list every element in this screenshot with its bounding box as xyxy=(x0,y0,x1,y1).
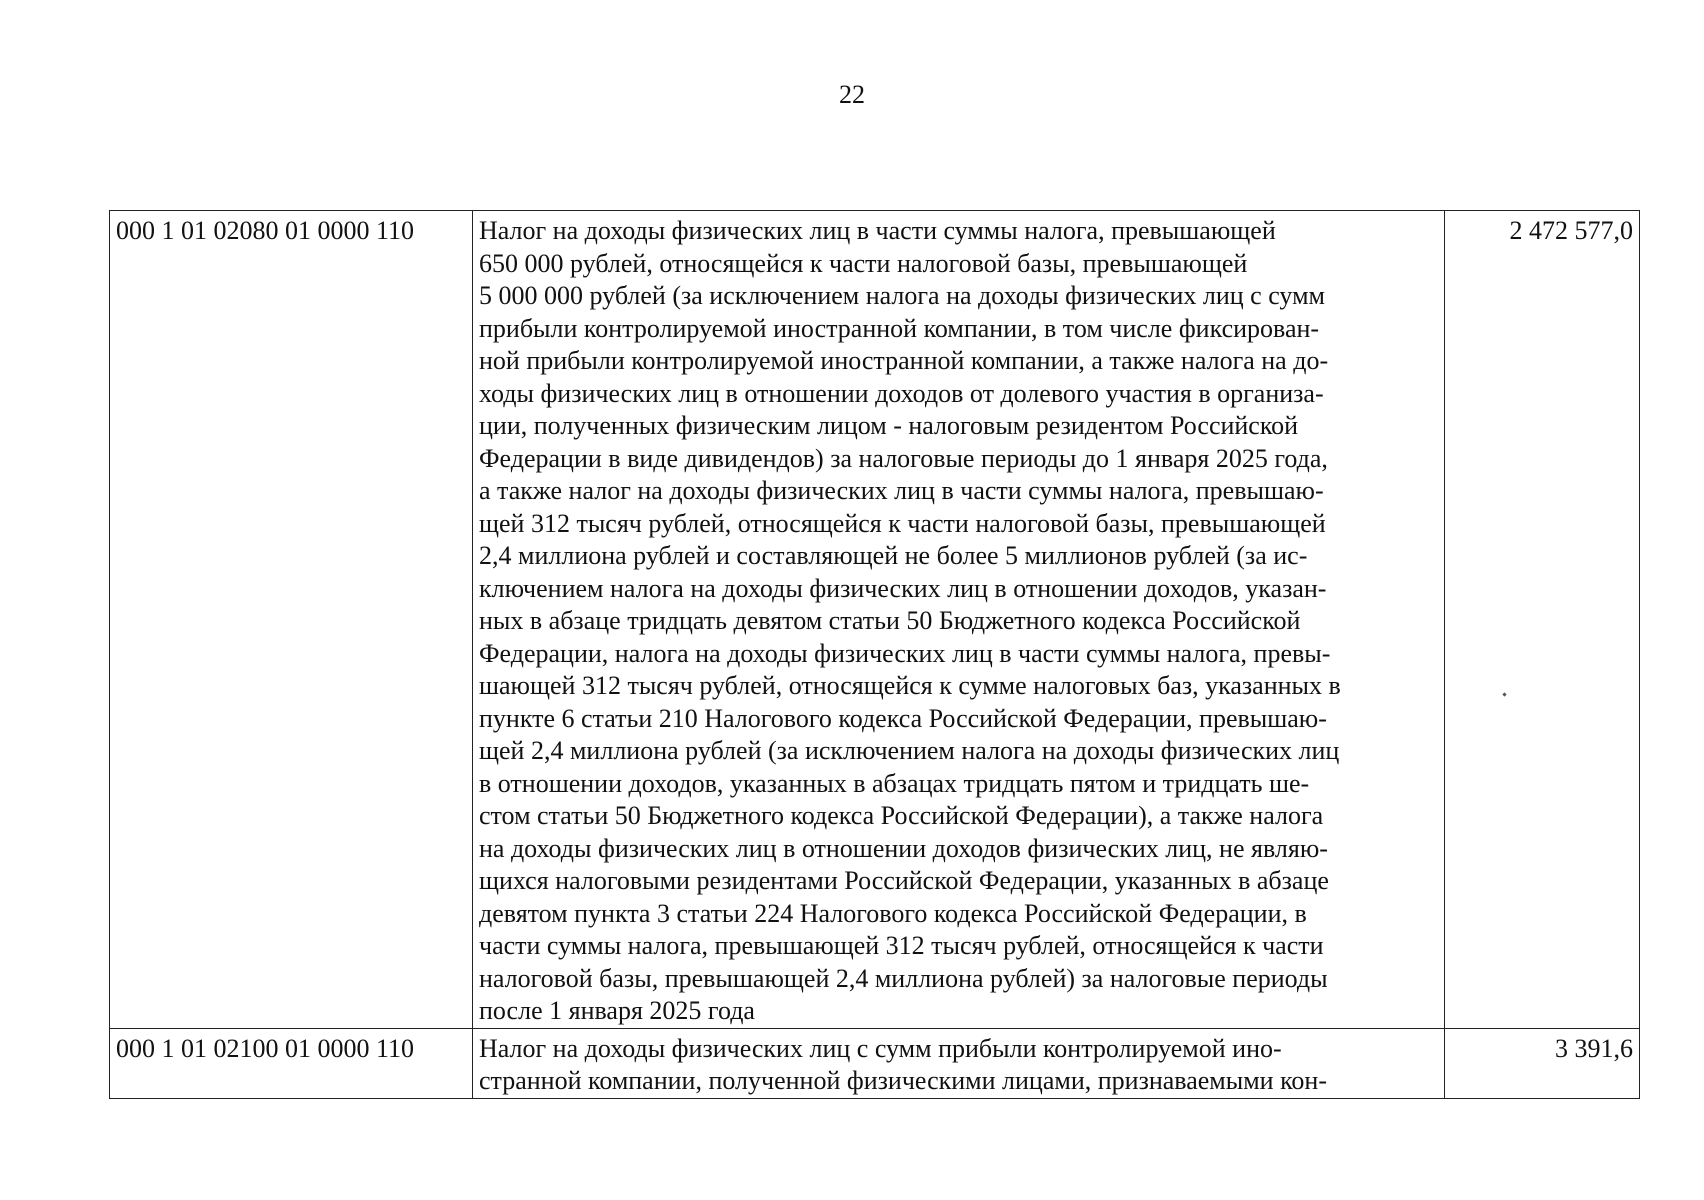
description-line: Налог на доходы физических лиц в части суммы налога, превышающей xyxy=(479,216,1276,245)
description-line: ходы физических лиц в отношении доходов от долевого участия в организа- xyxy=(479,378,1324,408)
budget-code-cell: 000 1 01 02080 01 0000 110 xyxy=(110,211,473,1029)
description-line: девятом пункта 3 статьи 224 Налогового кодекса Российской Федерации, в xyxy=(479,898,1307,928)
description-line: 2,4 миллиона рублей и составляющей не более 5 миллионов рублей (за ис- xyxy=(479,541,1308,570)
revenue-table xyxy=(109,210,1640,1099)
description-line: ной прибыли контролируемой иностранной компании, а также налога на до- xyxy=(479,346,1329,375)
description-cell xyxy=(473,211,1445,1029)
description-line: налоговой базы, превышающей 2,4 миллиона рублей) за налоговые периоды xyxy=(479,963,1328,993)
description-line: прибыли контролируемой иностранной компании, в том числе фиксирован- xyxy=(479,313,1320,343)
table-row xyxy=(110,211,1640,1029)
description-line: щихся налоговыми резидентами Российской Федерации, указанных в абзаце xyxy=(479,866,1329,895)
description-cell xyxy=(473,1028,1445,1098)
description-line: стом статьи 50 Бюджетного кодекса Российской Федерации), а также налога xyxy=(479,801,1324,830)
description-line: пункте 6 статьи 210 Налогового кодекса Российской Федерации, превышаю- xyxy=(479,703,1327,733)
amount-cell: 2 472 577,0 xyxy=(1445,211,1640,1029)
description-line: ции, полученных физическим лицом - налоговым резидентом Российской xyxy=(479,411,1299,440)
page-number: 22 xyxy=(839,80,865,109)
description-line: на доходы физических лиц в отношении доходов физических лиц, не являю- xyxy=(479,833,1328,863)
description-line: ных в абзаце тридцать девятом статьи 50 Бюджетного кодекса Российской xyxy=(479,606,1301,635)
description-line: странной компании, полученной физическими лицами, признаваемыми кон- xyxy=(479,1066,1327,1095)
table-row xyxy=(110,1028,1640,1098)
description-line: щей 2,4 миллиона рублей (за исключением налога на доходы физических лиц xyxy=(479,736,1340,765)
description-line: 650 000 рублей, относящейся к части налоговой базы, превышающей xyxy=(479,248,1248,278)
amount-cell: 3 391,6 xyxy=(1445,1028,1640,1098)
description-line: части суммы налога, превышающей 312 тысяч рублей, относящейся к части xyxy=(479,931,1324,960)
description-line: Федерации, налога на доходы физических лиц в части суммы налога, превы- xyxy=(479,638,1331,668)
description-line: Налог на доходы физических лиц с сумм прибыли контролируемой ино- xyxy=(479,1033,1282,1063)
description-line: в отношении доходов, указанных в абзацах тридцать пятом и тридцать ше- xyxy=(479,768,1310,798)
description-line: шающей 312 тысяч рублей, относящейся к сумме налоговых баз, указанных в xyxy=(479,671,1341,700)
description-line: Федерации в виде дивидендов) за налоговые периоды до 1 января 2025 года, xyxy=(479,443,1328,473)
budget-code-cell: 000 1 01 02100 01 0000 110 xyxy=(110,1028,473,1098)
description-line: щей 312 тысяч рублей, относящейся к части налоговой базы, превышающей xyxy=(479,508,1326,538)
description-line: ключением налога на доходы физических лиц в отношении доходов, указан- xyxy=(479,573,1327,603)
description-line: а также налог на доходы физических лиц в части суммы налога, превышаю- xyxy=(479,476,1324,505)
description-line: после 1 января 2025 года xyxy=(479,996,755,1025)
description-line: 5 000 000 рублей (за исключением налога на доходы физических лиц с сумм xyxy=(479,281,1325,310)
